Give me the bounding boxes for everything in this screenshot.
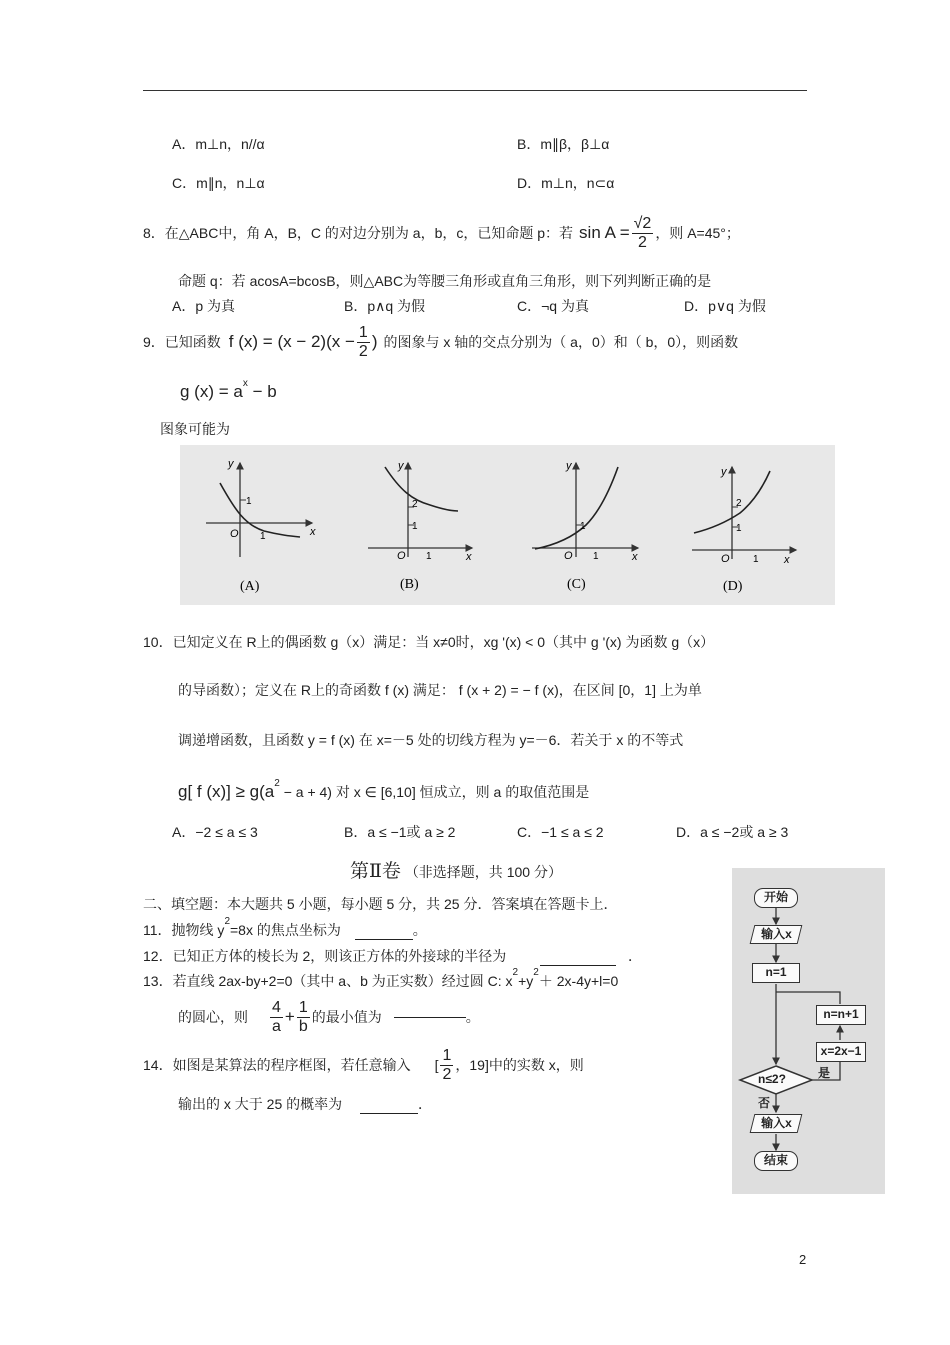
q9-fraction: $\frac{1}{2}$ [358, 323, 368, 360]
graph-d-tick-y2: 2 [736, 498, 742, 509]
flowchart-output: 输入x [750, 1114, 803, 1133]
q14-line1: 14．如图是某算法的程序框图，若任意输入 [ $\frac{1}{2}$ ，19]中的实数 x，则 [143, 1046, 584, 1083]
flowchart-lines [732, 868, 885, 1194]
graph-c-x-label: x [632, 551, 638, 563]
flowchart-no-label: 否 [758, 1096, 771, 1110]
q9-line3: 图象可能为 [160, 421, 230, 437]
graph-c-caption: (C) [567, 577, 586, 592]
graph-c [532, 460, 638, 592]
graph-d-tick-y1: 1 [736, 523, 742, 534]
graph-a-tick-y1: 1 [246, 496, 252, 507]
q9-text: 9．已知函数 [143, 334, 221, 350]
graph-a-caption: (A) [240, 579, 260, 594]
q7-option-d: D．m⊥n，n⊂α [517, 175, 615, 191]
graph-a-y-label: y [228, 458, 234, 470]
q9-graphs-svg [180, 445, 835, 605]
graph-c-tick-x1: 1 [593, 551, 599, 562]
q12-answer-blank[interactable] [540, 965, 616, 966]
q10-option-b: B．a ≤ −1或 a ≥ 2 [344, 824, 456, 840]
q8-line2: 命题 q：若 acosA=bcosB，则△ABC为等腰三角形或直角三角形，则下列判断正确的是 [178, 273, 712, 289]
graph-b-x-label: x [466, 551, 472, 563]
graph-d [692, 466, 796, 594]
graph-a-origin: O [230, 528, 239, 540]
q14-fraction: $\frac{1}{2}$ [442, 1046, 452, 1083]
q8-option-b: B．p∧q 为假 [344, 298, 426, 314]
q13-fraction-4a: $\frac{4}{a}$ [272, 998, 281, 1035]
q7-option-c: C．m∥n，n⊥α [172, 175, 265, 191]
q9-graph-panel [180, 445, 835, 605]
q8-option-c: C．¬q 为真 [517, 298, 589, 314]
q9-text-post: 的图象与 x 轴的交点分别为（ a，0）和（ b，0），则函数 [383, 334, 739, 350]
q9-function: f (x) = (x − 2)(x − [228, 332, 355, 351]
q10-line2: 的导函数）；定义在 R上的奇函数 f (x) 满足： f (x + 2) = − f (x)，在区间 [0，1] 上为单 [178, 682, 702, 698]
graph-b-tick-x1: 1 [426, 551, 432, 562]
q14-line2: 输出的 x 大于 25 的概率为 ． [178, 1096, 433, 1112]
graph-b [368, 460, 472, 592]
top-rule [143, 90, 807, 91]
flowchart-step-x: x=2x−1 [816, 1042, 866, 1062]
flowchart-init: n=1 [752, 963, 800, 983]
q10-line1: 10．已知定义在 R上的偶函数 g（x）满足：当 x≠0时，xg '(x) < 0（其中 g '(x) 为函数 g（x） [143, 634, 715, 650]
q8-fraction: $\frac{√2}{2}$ [633, 214, 652, 251]
graph-d-tick-x1: 1 [753, 554, 759, 565]
graph-d-origin: O [721, 553, 730, 565]
q8-text-post: ，则 A=45°； [655, 225, 740, 241]
part2-subtitle: （非选择题，共 100 分） [404, 864, 562, 880]
q13-line1: 13．若直线 2ax-by+2=0（其中 a、b 为正实数）经过圆 C: $x^2+y^2+ 2x-4y+l=0$ [143, 967, 619, 989]
flowchart-end: 结束 [754, 1151, 798, 1171]
q10-option-c: C．−1 ≤ a ≤ 2 [517, 824, 604, 840]
graph-d-caption: (D) [723, 579, 743, 594]
flowchart-condition: n≤2? [758, 1072, 786, 1086]
q12: 12．已知正方体的棱长为 2，则该正方体的外接球的半径为 ． [143, 948, 643, 964]
graph-c-tick-y1: 1 [580, 521, 586, 532]
q9-close-paren: ) [371, 332, 378, 351]
q8-sin-expr: sin A = [579, 223, 630, 242]
flowchart-input: 输入x [750, 925, 803, 944]
graph-d-x-label: x [784, 554, 790, 566]
q8-option-d: D．p∨q 为假 [684, 298, 766, 314]
flowchart [732, 868, 885, 1194]
q13-answer-blank[interactable] [394, 1017, 466, 1018]
graph-b-curve [385, 467, 458, 511]
q7-option-b: B．m∥β，β⊥α [517, 136, 610, 152]
q13-line2: 的圆心，则 $\frac{4}{a}$ + $\frac{1}{b}$ 的最小值为 。 [178, 998, 480, 1035]
part2-heading [350, 856, 562, 883]
flowchart-start: 开始 [754, 888, 798, 908]
q8-text: 8．在△ABC中，角 A，B，C 的对边分别为 a，b，c，已知命题 p：若 [143, 225, 574, 241]
q9-line1 [143, 321, 738, 363]
q10-line3: 调递增函数，且函数 y = f (x) 在 x=－5 处的切线方程为 y=－6．若关于 x 的不等式 [178, 732, 684, 748]
q9-g-function: g $(x) = a^x - b$ [180, 378, 277, 401]
q13-fraction-1b: $\frac{1}{b}$ [298, 998, 308, 1035]
graph-a-x-label: x [310, 526, 316, 538]
graph-b-origin: O [397, 550, 406, 562]
fill-header: 二、填空题：本大题共 5 小题，每小题 5 分，共 25 分．答案填在答题卡上． [143, 896, 618, 912]
graph-a-tick-x1: 1 [260, 531, 266, 542]
graph-b-tick-y2: 2 [412, 499, 418, 510]
graph-d-y-label: y [721, 466, 727, 478]
flowchart-step-n: n=n+1 [816, 1005, 866, 1025]
graph-a [206, 458, 316, 594]
q10-option-d: D．a ≤ −2或 a ≥ 3 [676, 824, 789, 840]
graph-b-tick-y1: 1 [412, 521, 418, 532]
graph-b-y-label: y [398, 460, 404, 472]
q11-answer-blank[interactable] [355, 939, 413, 940]
flowchart-yes-label: 是 [818, 1066, 831, 1080]
page-number: 2 [799, 1252, 807, 1267]
graph-c-origin: O [564, 550, 573, 562]
graph-c-y-label: y [566, 460, 572, 472]
q8-line1 [143, 212, 740, 254]
part2-title: 第Ⅱ卷 [350, 861, 401, 882]
q10-option-a: A．−2 ≤ a ≤ 3 [172, 824, 258, 840]
q7-option-a: A．m⊥n，n//α [172, 136, 265, 152]
graph-b-caption: (B) [400, 577, 419, 592]
q8-option-a: A．p 为真 [172, 298, 236, 314]
q14-answer-blank[interactable] [360, 1113, 418, 1114]
q11: 11．抛物线 $y^2=8x$ 的焦点坐标为 。 [143, 916, 427, 938]
q10-line4: g[ f $(x)] \ge g(a^2 - a + 4)$ 对 x ∈ [6,10] 恒成立，则 a 的取值范围是 [178, 778, 590, 801]
